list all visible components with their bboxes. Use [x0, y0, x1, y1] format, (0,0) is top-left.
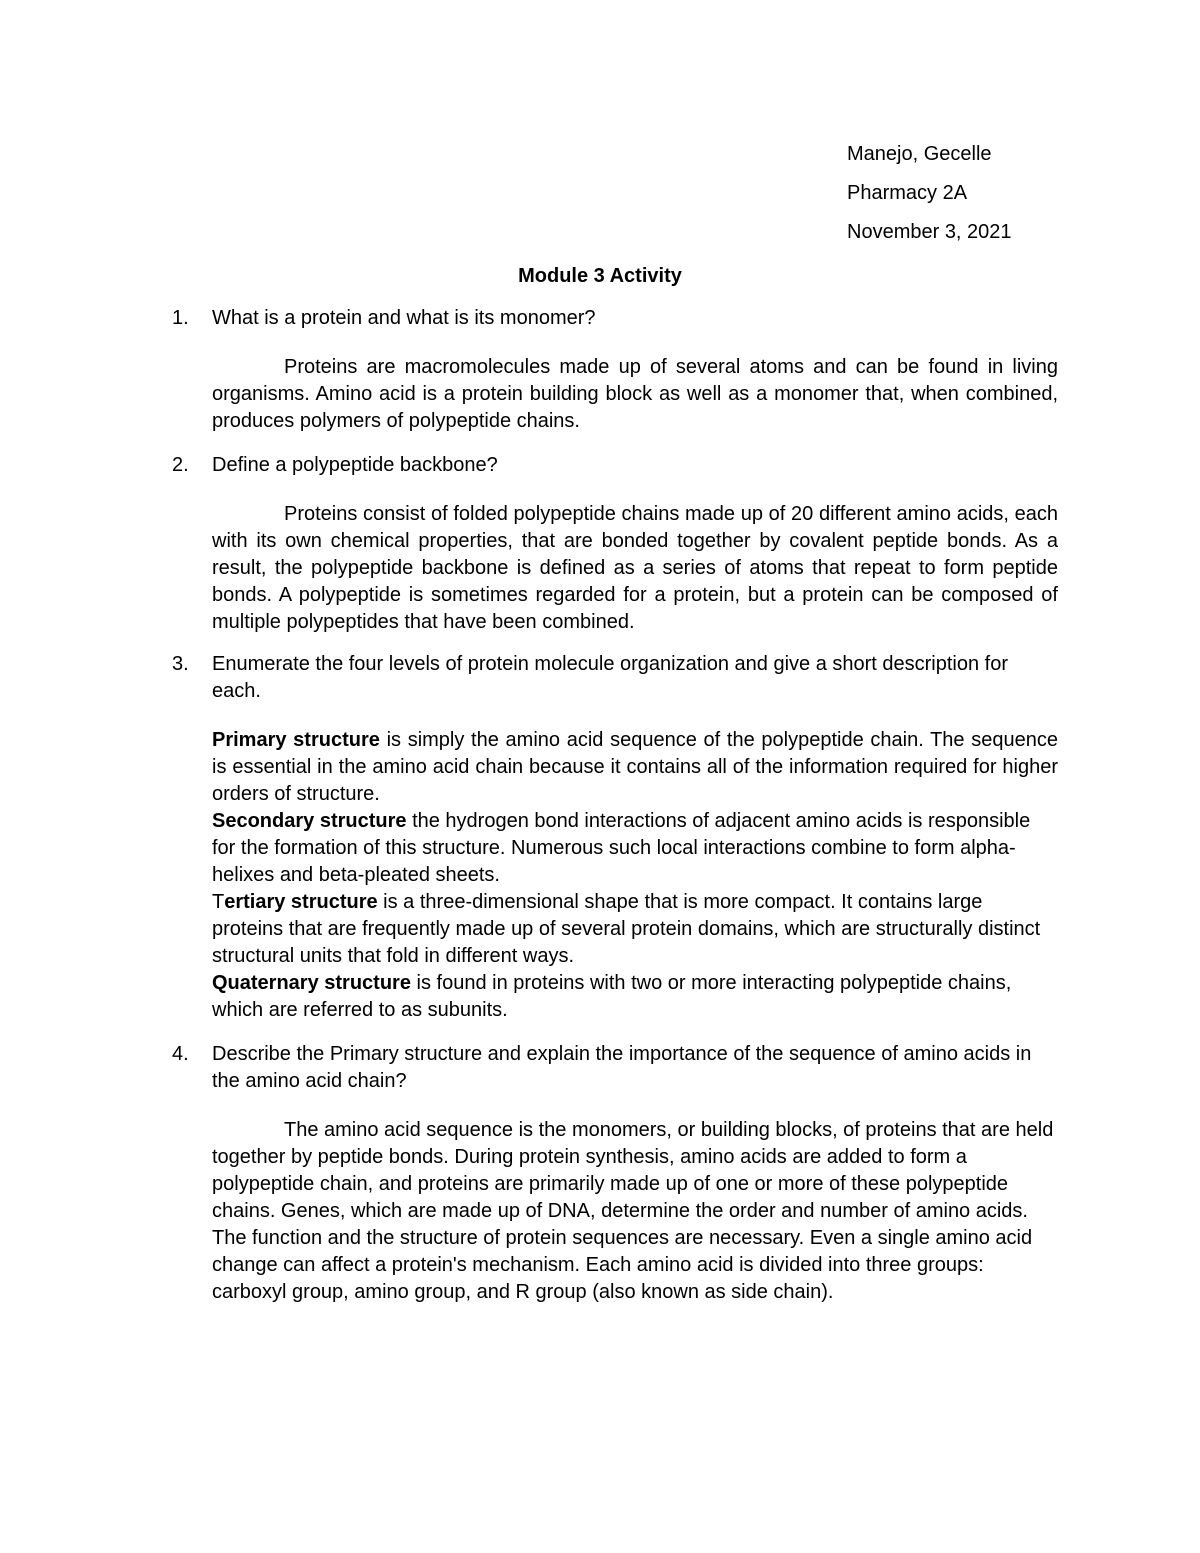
quaternary-structure-text: is found in proteins with two or more interacting polypeptide chains, which are referred to as subunits. [212, 972, 1012, 1021]
question-text: Describe the Primary structure and explain the importance of the sequence of amino acids in the amino acid chain? [212, 1043, 1032, 1092]
quaternary-structure-term: Quaternary structure [212, 972, 411, 994]
question-item-3 [172, 651, 1058, 1024]
secondary-structure-text: the hydrogen bond interactions of adjacent amino acids is responsible for the formation of this structure. Numerous such local interactions combine to form alpha-helixes and beta-pleated sheets. [212, 810, 1031, 886]
question-item-1 [172, 305, 1058, 435]
structure-list [212, 727, 1058, 1024]
student-name: Manejo, Gecelle [847, 143, 992, 165]
document-date: November 3, 2021 [847, 221, 1012, 243]
question-item-2 [172, 452, 1058, 636]
tertiary-structure-term: ertiary structure [224, 891, 378, 913]
page-title: Module 3 Activity [518, 265, 682, 287]
primary-structure-paragraph [212, 727, 1058, 808]
tertiary-structure-text: is a three-dimensional shape that is more compact. It contains large proteins that are frequently made up of several protein domains, which are structurally distinct structural units that fold in different ways. [212, 891, 1041, 967]
question-text: What is a protein and what is its monomer? [212, 307, 596, 329]
question-number: 1. [172, 307, 189, 329]
secondary-structure-paragraph [212, 808, 1058, 889]
question-text: Define a polypeptide backbone? [212, 454, 498, 476]
primary-structure-term: Primary structure [212, 729, 380, 751]
student-section: Pharmacy 2A [847, 182, 968, 204]
tertiary-structure-lead: T [212, 891, 225, 913]
quaternary-structure-paragraph [212, 970, 1058, 1024]
answer-text: Proteins consist of folded polypeptide chains made up of 20 different amino acids, each with its own chemical properties, that are bonded together by covalent peptide bonds. As a result, the polypeptide backbone is defined as a series of atoms that repeat to form peptide bonds. A polypeptide is sometimes regarded for a protein, but a protein can be composed of multiple polypeptides that have been combined. [212, 503, 1058, 633]
question-number: 2. [172, 454, 189, 476]
tertiary-structure-paragraph [212, 889, 1058, 970]
question-text: Enumerate the four levels of protein molecule organization and give a short description for each. [212, 653, 1009, 702]
question-item-4 [172, 1041, 1058, 1306]
question-number: 4. [172, 1043, 189, 1065]
answer-text: The amino acid sequence is the monomers, or building blocks, of proteins that are held together by peptide bonds. During protein synthesis, amino acids are added to form a polypeptide chain, and proteins are primarily made up of one or more of these polypeptide chains. Genes, which are made up of DNA, determine the order and number of amino acids. The function and the structure of protein sequences are necessary. Even a single amino acid change can affect a protein's mechanism. Each amino acid is divided into three groups: carboxyl group, amino group, and R group (also known as side chain). [212, 1119, 1054, 1303]
primary-structure-text: is simply the amino acid sequence of the polypeptide chain. The sequence is essential in the amino acid chain because it contains all of the information required for higher orders of structure. [212, 729, 1058, 805]
answer-text: Proteins are macromolecules made up of several atoms and can be found in living organisms. Amino acid is a protein building block as well as a monomer that, when combined, produces polymers of polypeptide chains. [212, 356, 1058, 432]
question-number: 3. [172, 653, 189, 675]
secondary-structure-term: Secondary structure [212, 810, 407, 832]
student-header [847, 141, 1167, 258]
